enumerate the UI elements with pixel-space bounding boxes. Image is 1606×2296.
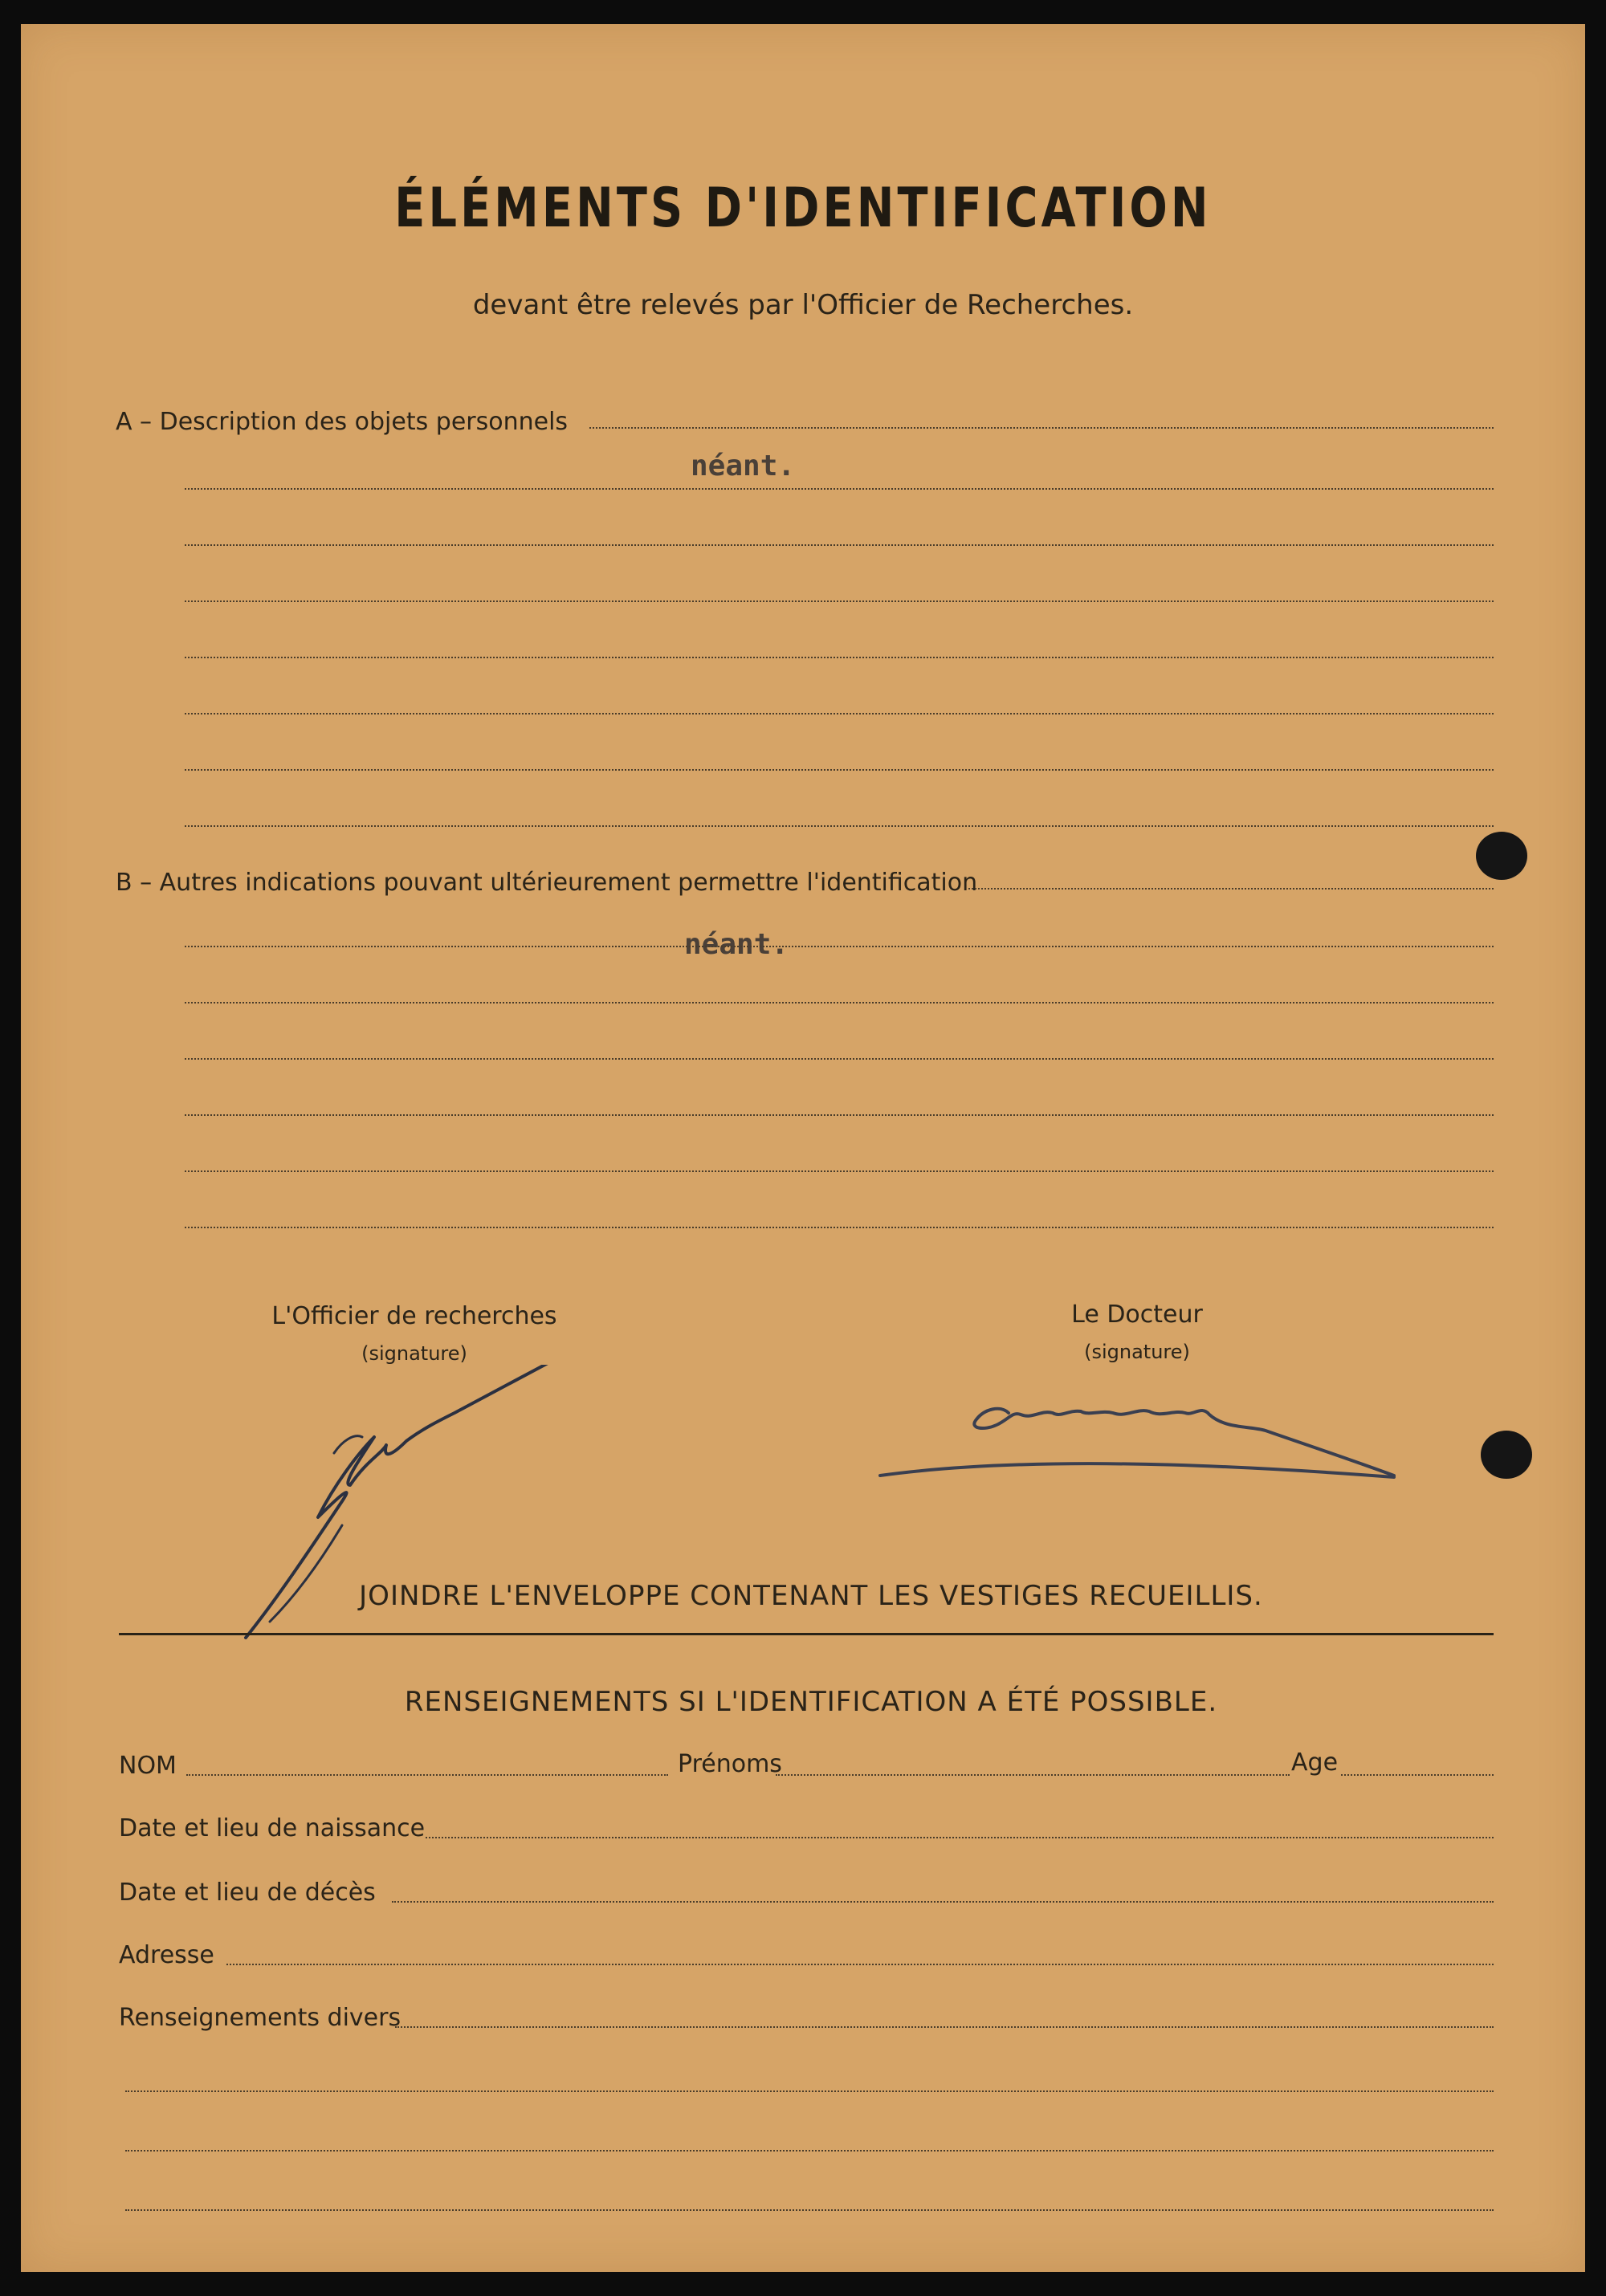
doctor-signature-title: Le Docteur [1071, 1301, 1203, 1329]
doctor-signature-sub: (signature) [1084, 1341, 1190, 1363]
divers-label: Renseignements divers [119, 2004, 402, 2032]
section-b-line-3 [185, 1002, 1494, 1003]
section-a-line-5 [185, 657, 1494, 658]
section-a-label: A – Description des objets personnels [116, 408, 569, 436]
section-b-line-7 [185, 1227, 1494, 1228]
section-a-line-3 [185, 544, 1494, 546]
age-field[interactable] [1341, 1774, 1494, 1776]
prenoms-label: Prénoms [678, 1750, 782, 1778]
divers-field-2[interactable] [125, 2090, 1494, 2092]
prenoms-field[interactable] [776, 1774, 1290, 1776]
adresse-label: Adresse [119, 1941, 214, 1969]
nom-field[interactable] [186, 1774, 668, 1776]
form-title: ÉLÉMENTS D'IDENTIFICATION [394, 177, 1212, 240]
section-b-line-6 [185, 1170, 1494, 1172]
officer-signature-sub: (signature) [361, 1342, 467, 1365]
deces-field[interactable] [392, 1901, 1494, 1903]
section-a-line-7 [185, 769, 1494, 771]
envelope-note: JOINDRE L'ENVELOPPE CONTENANT LES VESTIGES RECUEILLIS. [359, 1580, 1263, 1612]
naissance-label: Date et lieu de naissance [119, 1814, 426, 1842]
section-a-line-8 [185, 825, 1494, 827]
section-a-typed-value: néant. [691, 450, 796, 482]
section-a-line-4 [185, 600, 1494, 602]
section-b-line-5 [185, 1114, 1494, 1116]
officer-signature-title: L'Officier de recherches [271, 1302, 557, 1330]
deces-label: Date et lieu de décès [119, 1879, 376, 1907]
divers-field-3[interactable] [125, 2150, 1494, 2151]
section-b-label: B – Autres indications pouvant ultérieurement permettre l'identification [116, 869, 978, 897]
section-b-line-1 [968, 888, 1494, 889]
naissance-field[interactable] [426, 1837, 1494, 1838]
nom-label: NOM [119, 1752, 177, 1780]
doctor-signature [848, 1381, 1426, 1493]
divers-field-4[interactable] [125, 2209, 1494, 2211]
punch-hole-bottom [1481, 1431, 1532, 1479]
age-label: Age [1291, 1748, 1339, 1777]
adresse-field[interactable] [226, 1964, 1494, 1965]
form-subtitle: devant être relevés par l'Officier de Recherches. [472, 289, 1134, 321]
section-divider [119, 1633, 1494, 1635]
section-a-line-2 [185, 488, 1494, 490]
section-a-line-1 [589, 427, 1494, 429]
divers-field-1[interactable] [395, 2026, 1494, 2028]
section-b-line-2 [185, 946, 1494, 947]
punch-hole-top [1476, 832, 1527, 880]
section-c-heading: RENSEIGNEMENTS SI L'IDENTIFICATION A ÉTÉ POSSIBLE. [404, 1686, 1218, 1718]
section-a-line-6 [185, 713, 1494, 714]
section-b-line-4 [185, 1058, 1494, 1060]
form-sheet [21, 24, 1585, 2272]
section-b-typed-value: néant. [684, 928, 789, 961]
